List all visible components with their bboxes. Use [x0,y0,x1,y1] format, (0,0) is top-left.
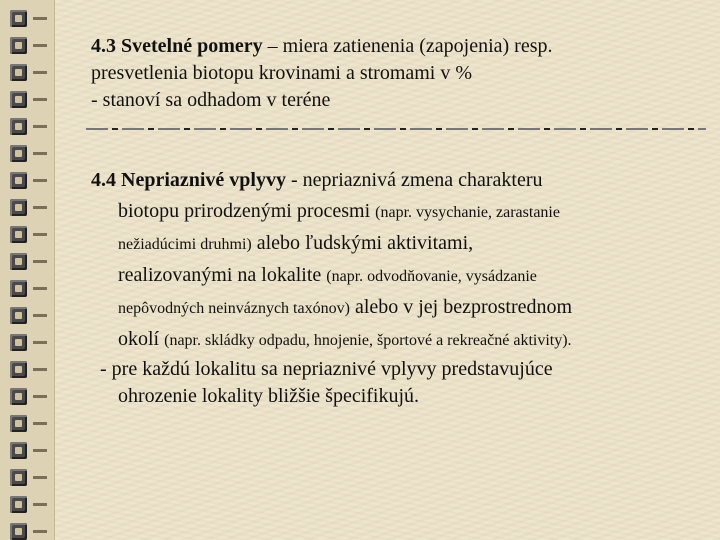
section-4-4-line1 [91,165,702,196]
binding-ring-icon [10,307,27,324]
binding-ring-icon [10,523,27,540]
binding-wire [33,476,47,479]
binding-wire [33,449,47,452]
section-4-3-title: 4.3 Svetelné pomery [91,35,263,57]
binding-ring-icon [10,280,27,297]
binding-ring-icon [10,415,27,432]
section-4-4-line4 [91,260,702,292]
binding-wire [33,98,47,101]
binding-wire [33,44,47,47]
binding-ring-icon [10,469,27,486]
binding-ring-icon [10,172,27,189]
binding-ring-icon [10,496,27,513]
binding-wire [33,422,47,425]
binding-ring-icon [10,10,27,27]
binding-wire [33,179,47,182]
binding-wire [33,71,47,74]
dashed-divider [86,128,706,130]
binding-ring-icon [10,145,27,162]
section-4-4-text: - nepriaznivá zmena charakteru [286,169,543,191]
binding-ring-icon [10,37,27,54]
binding-ring-icon [10,361,27,378]
binding-wire [33,152,47,155]
binding-wire [33,206,47,209]
section-4-3 [91,33,702,114]
note-line2: ohrozenie lokality bližšie špecifikujú. [118,385,420,407]
binding-wire [33,125,47,128]
binding-wire [33,287,47,290]
binding-wire [33,530,47,533]
text-run-small: nepôvodných neinváznych taxónov) [118,300,350,317]
binding-wire [33,368,47,371]
spiral-binding [0,0,55,540]
section-4-3-text: – miera zatienenia (zapojenia) resp. [262,35,553,57]
note-line1: - pre každú lokalitu sa nepriaznivé vplyvy predstavujúce [100,358,553,380]
note-block [100,356,702,410]
binding-wire [33,341,47,344]
binding-ring-icon [10,199,27,216]
binding-wire [33,233,47,236]
binding-ring-icon [10,91,27,108]
binding-ring-icon [10,64,27,81]
text-run: okolí [118,328,165,350]
text-run-small: (napr. skládky odpadu, hnojenie, športové a rekreačné aktivity). [164,332,572,349]
text-run-small: (napr. odvodňovanie, vysádzanie [326,268,537,285]
binding-wire [33,314,47,317]
text-run: alebo v jej bezprostrednom [349,296,573,318]
section-4-3-line3: - stanoví sa odhadom v teréne [91,89,331,111]
section-4-4 [91,165,702,356]
binding-ring-icon [10,118,27,135]
binding-ring-icon [10,442,27,459]
text-run-small: nežiadúcimi druhmi) [118,236,252,253]
binding-ring-icon [10,253,27,270]
binding-wire [33,17,47,20]
section-4-3-line2: presvetlenia biotopu krovinami a stromami v % [91,62,473,84]
text-run-small: (napr. vysychanie, zarastanie [375,204,560,221]
binding-ring-icon [10,334,27,351]
text-run: realizovanými na lokalite [118,264,327,286]
section-4-4-title: 4.4 Nepriaznivé vplyvy [91,169,286,191]
text-run: alebo ľudskými aktivitami, [251,232,474,254]
section-4-4-line6 [91,324,702,356]
binding-ring-icon [10,388,27,405]
binding-ring-icon [10,226,27,243]
binding-wire [33,395,47,398]
section-4-4-line3 [91,228,702,260]
section-4-4-line2 [91,196,702,228]
text-run: biotopu prirodzenými procesmi [118,200,376,222]
section-4-4-line5 [91,292,702,324]
binding-wire [33,260,47,263]
binding-wire [33,503,47,506]
section-4-3-line1 [91,33,702,60]
